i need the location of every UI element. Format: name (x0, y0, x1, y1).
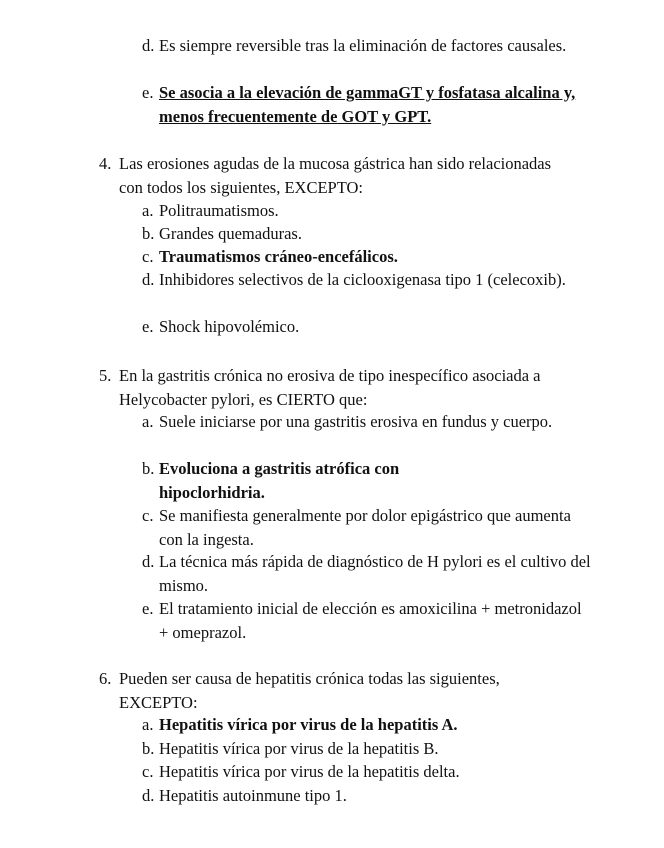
option-4d (142, 268, 592, 292)
option-text: Hepatitis autoinmune tipo 1. (159, 786, 347, 805)
option-text: Es siempre reversible tras la eliminación de factores causales. (159, 36, 567, 55)
option-text: Grandes quemaduras. (159, 224, 302, 243)
option-label: b. (142, 224, 155, 243)
option-label: e. (142, 83, 154, 102)
option-text: La técnica más rápida de diagnóstico de H pylori es el cultivo del mismo. (159, 552, 591, 595)
question-number: 6. (99, 669, 112, 688)
question-stem: En la gastritis crónica no erosiva de tipo inespecífico asociada a Helycobacter pylori, es CIERTO que: (119, 366, 541, 409)
option-text: Hepatitis vírica por virus de la hepatitis delta. (159, 762, 460, 781)
option-label: e. (142, 599, 154, 618)
option-label: a. (142, 715, 154, 734)
option-text: Inhibidores selectivos de la ciclooxigenasa tipo 1 (celecoxib). (159, 270, 566, 289)
option-label: d. (142, 786, 155, 805)
option-4c (142, 245, 592, 269)
option-text: Shock hipovolémico. (159, 317, 300, 336)
option-text: Suele iniciarse por una gastritis erosiva en fundus y cuerpo. (159, 412, 553, 431)
question-number: 5. (99, 366, 112, 385)
option-text-correct: Traumatismos cráneo-encefálicos. (159, 247, 398, 266)
option-6b (142, 737, 592, 761)
option-text: Hepatitis vírica por virus de la hepatitis B. (159, 739, 439, 758)
option-label: c. (142, 247, 154, 266)
option-5a (142, 410, 592, 434)
option-label: d. (142, 36, 155, 55)
option-6c (142, 760, 592, 784)
question-number: 4. (99, 154, 112, 173)
option-5b (142, 457, 592, 504)
option-4b (142, 222, 592, 246)
option-label: a. (142, 412, 154, 431)
option-label: a. (142, 201, 154, 220)
question-4 (99, 152, 569, 199)
option-label: c. (142, 506, 154, 525)
option-label: d. (142, 552, 155, 571)
option-3e (142, 81, 592, 128)
option-text: El tratamiento inicial de elección es amoxicilina + metronidazol + omeprazol. (159, 599, 582, 642)
option-label: d. (142, 270, 155, 289)
option-5e (142, 597, 592, 644)
option-3d (142, 34, 592, 58)
question-6 (99, 667, 569, 714)
question-stem: Las erosiones agudas de la mucosa gástrica han sido relacionadas con todos los siguientes, EXCEPTO: (119, 154, 552, 197)
option-5d (142, 550, 592, 597)
option-label: b. (142, 459, 155, 478)
option-4e (142, 315, 592, 339)
question-5 (99, 364, 569, 411)
option-label: e. (142, 317, 154, 336)
option-label: c. (142, 762, 154, 781)
option-label: b. (142, 739, 155, 758)
option-text: Politraumatismos. (159, 201, 279, 220)
option-6d (142, 784, 592, 808)
option-text-correct: Se asocia a la elevación de gammaGT y fosfatasa alcalina y, menos frecuentemente de GOT y GPT. (159, 83, 576, 126)
option-4a (142, 199, 592, 223)
option-text: Se manifiesta generalmente por dolor epigástrico que aumenta con la ingesta. (159, 506, 571, 549)
option-6a (142, 713, 592, 737)
option-text-correct: Evoluciona a gastritis atrófica con hipoclorhidria. (159, 459, 400, 502)
question-stem: Pueden ser causa de hepatitis crónica todas las siguientes, EXCEPTO: (119, 669, 500, 712)
option-text-correct: Hepatitis vírica por virus de la hepatitis A. (159, 715, 458, 734)
option-5c (142, 504, 592, 551)
